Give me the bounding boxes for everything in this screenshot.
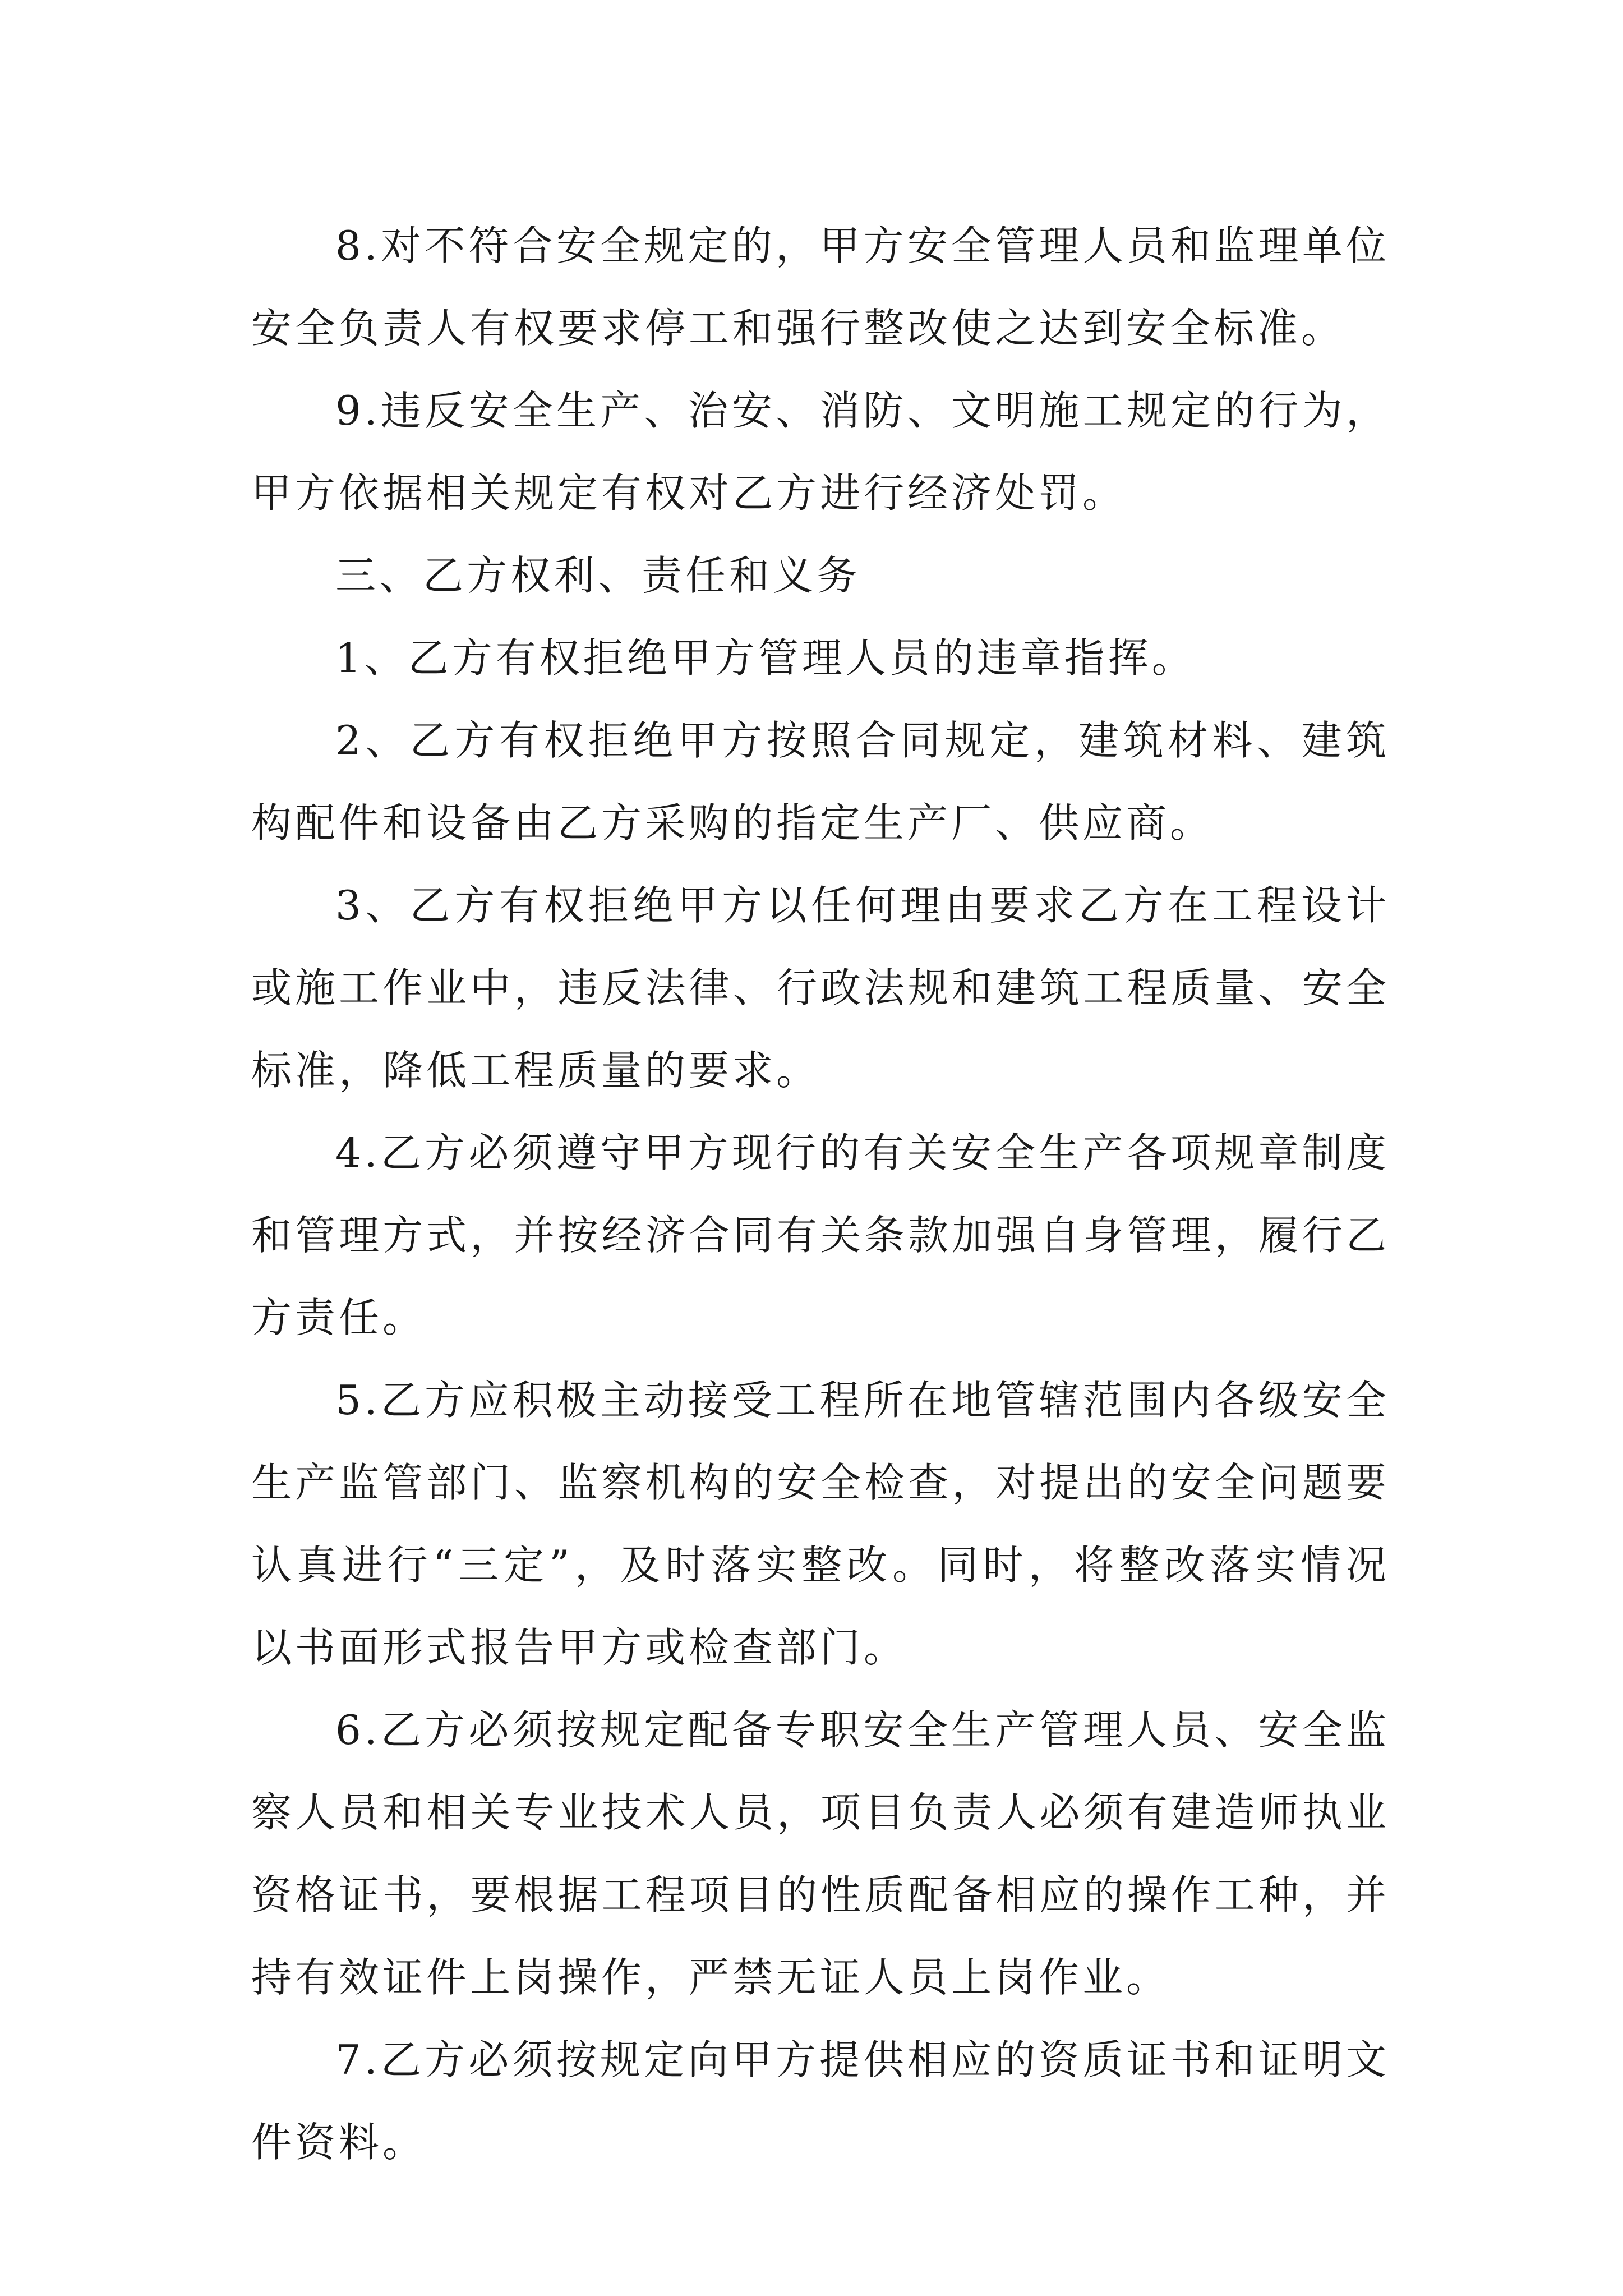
paragraph-item-9: 9.违反安全生产、治安、消防、文明施工规定的行为，甲方依据相关规定有权对乙方进行经济处罚。	[251, 387, 1390, 517]
paragraph-duty-6: 6.乙方必须按规定配备专职安全生产管理人员、安全监察人员和相关专业技术人员，项目负责人必须有建造师执业资格证书，要根据工程项目的性质配备相应的操作工种，并持有效证件上岗操作，严禁无证人员上岗作业。	[251, 1706, 1390, 2001]
paragraph-duty-5: 5.乙方应积极主动接受工程所在地管辖范围内各级安全生产监管部门、监察机构的安全检查，对提出的安全问题要认真进行“三定”，及时落实整改。同时，将整改落实情况以书面形式报告甲方或检查部门。	[251, 1377, 1390, 1671]
paragraph-right-2: 2、乙方有权拒绝甲方按照合同规定，建筑材料、建筑构配件和设备由乙方采购的指定生产厂、供应商。	[251, 717, 1390, 846]
paragraph-right-1: 1、乙方有权拒绝甲方管理人员的违章指挥。	[335, 634, 1196, 682]
paragraph-item-8: 8.对不符合安全规定的，甲方安全管理人员和监理单位安全负责人有权要求停工和强行整改使之达到安全标准。	[251, 222, 1390, 352]
document-body	[251, 205, 1390, 2184]
paragraph-duty-7: 7.乙方必须按规定向甲方提供相应的资质证书和证明文件资料。	[251, 2036, 1390, 2166]
paragraph-right-3: 3、乙方有权拒绝甲方以任何理由要求乙方在工程设计或施工作业中，违反法律、行政法规和建筑工程质量、安全标准，降低工程质量的要求。	[251, 882, 1390, 1094]
paragraph-duty-4: 4.乙方必须遵守甲方现行的有关安全生产各项规章制度和管理方式，并按经济合同有关条款加强自身管理，履行乙方责任。	[251, 1129, 1390, 1341]
section-heading-3: 三、乙方权利、责任和义务	[335, 552, 861, 599]
